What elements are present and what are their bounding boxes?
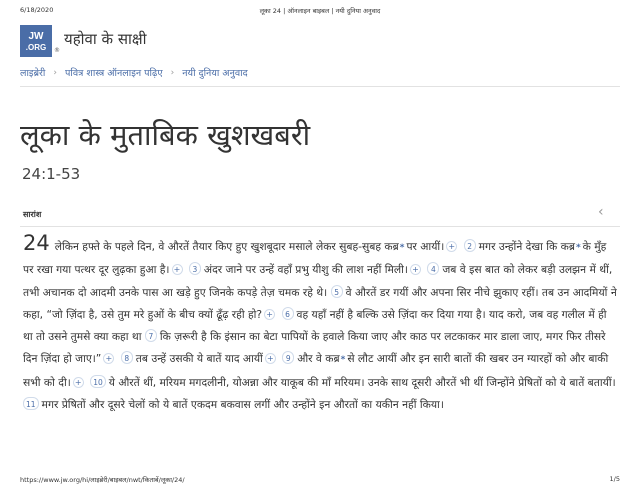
chevron-left-icon[interactable]: ‹ xyxy=(598,204,604,220)
print-footer xyxy=(0,475,640,487)
site-header xyxy=(20,25,620,61)
cross-reference-icon[interactable]: + xyxy=(265,353,276,364)
scripture-text xyxy=(23,231,618,416)
summary-divider xyxy=(20,226,620,227)
verse-9-text-b: से लौट आयीं और इन सारी बातों की खबर उन ग्यारहों को और बाकी सभी को दी। xyxy=(23,352,609,389)
verse-9-text-a: और वे कब्र xyxy=(297,352,340,366)
verse-number-11[interactable]: 11 xyxy=(23,397,39,410)
verse-number-9[interactable]: 9 xyxy=(282,351,294,364)
cross-reference-icon[interactable]: + xyxy=(172,264,183,275)
print-page-title: लूका 24 | ऑनलाइन बाइबल | नयी दुनिया अनुवाद xyxy=(259,7,381,15)
verse-number-3[interactable]: 3 xyxy=(189,262,201,275)
verse-2-text-b: के मुँह पर रखा गया पत्थर दूर लुढ़का हुआ है। xyxy=(23,240,607,277)
verse-number-4[interactable]: 4 xyxy=(427,262,439,275)
verse-5-text: वे औरतें डर गयीं और अपना सिर नीचे झुकाए रहीं। तब उन आदमियों ने कहा, “जो ज़िंदा है, उसे तुम मरे हुओं के बीच क्यों ढूँढ़ रही हो? xyxy=(23,285,617,321)
registered-mark: ® xyxy=(54,47,60,54)
footnote-marker-icon[interactable]: * xyxy=(340,355,346,366)
verse-number-2[interactable]: 2 xyxy=(464,239,476,252)
print-date: 6/18/2020 xyxy=(20,6,54,14)
breadcrumb xyxy=(20,66,620,82)
breadcrumb-library[interactable]: लाइब्रेरी xyxy=(20,68,46,79)
verse-1-text-b: पर आयीं। xyxy=(406,240,445,253)
verse-number-8[interactable]: 8 xyxy=(121,351,133,364)
site-title[interactable]: यहोवा के साक्षी xyxy=(64,30,147,48)
footnote-marker-icon[interactable]: * xyxy=(575,243,581,253)
verse-11-text: मगर प्रेषितों और दूसरे चेलों को ये बातें एकदम बकवास लगीं और उन्होंने इन औरतों का यकीन नहीं किया। xyxy=(41,398,444,412)
breadcrumb-separator-icon: › xyxy=(53,67,57,78)
logo-line-2: .ORG xyxy=(25,43,47,52)
cross-reference-icon[interactable]: + xyxy=(410,264,421,275)
verse-number-6[interactable]: 6 xyxy=(282,307,294,320)
verse-4-text: जब वे इस बात को लेकर बड़ी उलझन में थीं, तभी अचानक दो आदमी उनके पास आ खड़े हुए जिनके कपड़े तेज़ चमक रहे थे। xyxy=(23,263,613,299)
cross-reference-icon[interactable]: + xyxy=(103,353,114,364)
print-page-number: 1/5 xyxy=(609,475,620,483)
verse-number-7[interactable]: 7 xyxy=(145,329,157,342)
footnote-marker-icon[interactable]: * xyxy=(399,243,405,253)
verse-number-5[interactable]: 5 xyxy=(331,285,343,298)
verse-1-text-a: लेकिन हफ्ते के पहले दिन, वे औरतें तैयार किए हुए खुशबूदार मसाले लेकर सुबह-सुबह कब्र xyxy=(54,240,399,253)
verse-8-text: तब उन्हें उसकी ये बातें याद आयीं xyxy=(135,352,263,366)
breadcrumb-read-bible-online[interactable]: पवित्र शास्त्र ऑनलाइन पढ़िए xyxy=(65,68,163,79)
verse-3-text: अंदर जाने पर उन्हें वहाँ प्रभु यीशु की लाश नहीं मिली। xyxy=(203,263,408,277)
breadcrumb-divider xyxy=(20,86,620,87)
print-url: https://www.jw.org/hi/लाइब्रेरी/बाइबल/nwt/किताबें/लूका/24/ xyxy=(20,476,185,484)
cross-reference-icon[interactable]: + xyxy=(73,377,84,388)
verse-2-text-a: मगर उन्होंने देखा कि कब्र xyxy=(478,240,575,253)
breadcrumb-new-world-translation[interactable]: नयी दुनिया अनुवाद xyxy=(182,68,248,79)
cross-reference-icon[interactable]: + xyxy=(264,309,275,320)
summary-toggle-label[interactable]: सारांश xyxy=(23,210,42,219)
jw-org-logo[interactable] xyxy=(20,25,52,57)
page-title: लूका के मुताबिक खुशखबरी xyxy=(20,118,311,152)
print-header xyxy=(0,6,640,18)
verse-7-text: कि ज़रूरी है कि इंसान का बेटा पापियों के हवाले किया जाए और काठ पर लटकाकर मार डाला जाए, मगर फिर तीसरे दिन ज़िंदा हो जाए।” xyxy=(23,330,606,366)
chapter-number[interactable]: 24 xyxy=(23,231,50,255)
verse-6-text: वह यहाँ नहीं है बल्कि उसे ज़िंदा कर दिया गया है। याद करो, जब वह गलील में ही था तो उसने तुमसे क्या कहा था xyxy=(23,307,607,344)
chapter-reference: 24:1-53 xyxy=(22,165,81,183)
breadcrumb-separator-icon: › xyxy=(170,67,175,78)
logo-line-1: JW xyxy=(28,31,44,42)
verse-number-10[interactable]: 10 xyxy=(90,375,106,388)
cross-reference-icon[interactable]: + xyxy=(446,241,457,252)
verse-10-text: ये औरतें थीं, मरियम मगदलीनी, योअन्ना और याकूब की माँ मरियम। उनके साथ दूसरी औरतें भी थीं जिन्होंने प्रेषितों को ये बातें बतायीं। xyxy=(108,375,616,389)
